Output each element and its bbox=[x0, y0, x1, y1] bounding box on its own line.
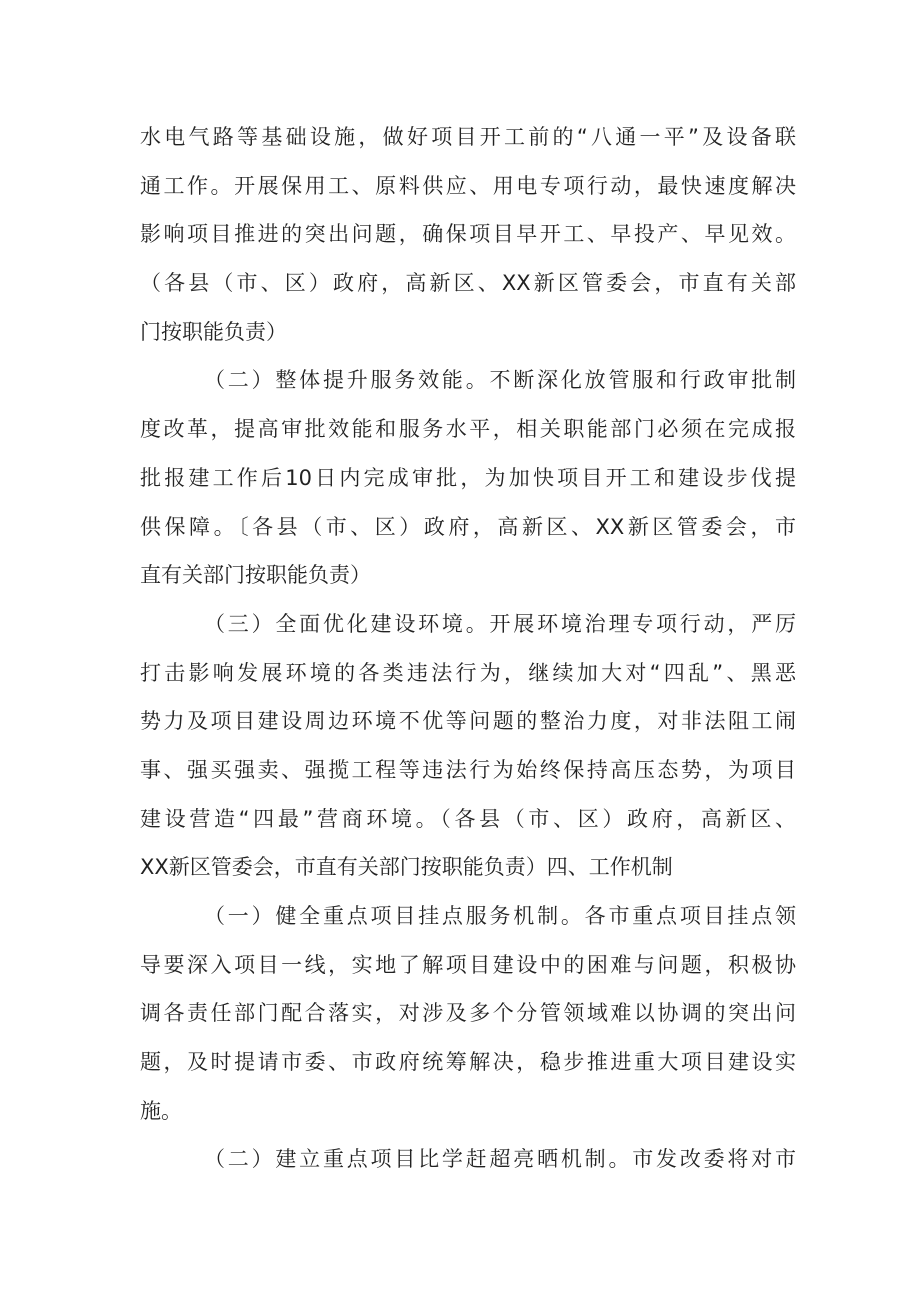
paragraph-3 bbox=[140, 600, 796, 892]
text-line: 题，及时提请市委、市政府统筹解决，稳步推进重大项目建设实 bbox=[140, 1050, 796, 1075]
text-line: （各县（市、区）政府，高新区、XX新区管委会，市直有关部 bbox=[140, 271, 796, 296]
text-line: 通工作。开展保用工、原料供应、用电专项行动，最快速度解决 bbox=[140, 173, 796, 198]
text-line: 建设营造“四最”营商环境。（各县（市、区）政府，高新区、 bbox=[140, 806, 796, 831]
paragraph-4 bbox=[140, 892, 796, 1135]
text-line: （二）建立重点项目比学赶超亮晒机制。市发改委将对市 bbox=[204, 1147, 796, 1172]
text-line: 供保障。〔各县（市、区）政府，高新区、XX新区管委会，市 bbox=[140, 514, 796, 539]
text-line: 事、强买强卖、强揽工程等违法行为始终保持高压态势，为项目 bbox=[140, 757, 796, 782]
text-line: （三）全面优化建设环境。开展环境治理专项行动，严厉 bbox=[204, 611, 796, 636]
text-line: 水电气路等基础设施，做好项目开工前的“八通一平”及设备联 bbox=[140, 125, 796, 149]
paragraph-1 bbox=[140, 113, 796, 356]
text-line: 影响项目推进的突出问题，确保项目早开工、早投产、早见效。 bbox=[140, 222, 796, 247]
text-line: （二）整体提升服务效能。不断深化放管服和行政审批制 bbox=[204, 368, 796, 393]
text-line: 直有关部门按职能负责） bbox=[140, 563, 371, 588]
paragraph-5 bbox=[140, 1135, 796, 1184]
text-line: 势力及项目建设周边环境不优等问题的整治力度，对非法阻工闹 bbox=[140, 709, 796, 734]
text-line: 导要深入项目一线，实地了解项目建设中的困难与问题，积极协 bbox=[140, 952, 796, 977]
text-line: XX新区管委会，市直有关部门按职能负责）四、工作机制 bbox=[140, 855, 673, 880]
text-line: 度改革，提高审批效能和服务水平，相关职能部门必须在完成报 bbox=[140, 417, 796, 442]
text-line: 施。 bbox=[140, 1098, 182, 1123]
text-line: 调各责任部门配合落实，对涉及多个分管领域难以协调的突出问 bbox=[140, 1001, 796, 1026]
text-line: 门按职能负责） bbox=[140, 319, 287, 344]
document-body bbox=[140, 113, 796, 1184]
paragraph-2 bbox=[140, 356, 796, 599]
text-line: （一）健全重点项目挂点服务机制。各市重点项目挂点领 bbox=[204, 904, 796, 928]
text-line: 打击影响发展环境的各类违法行为，继续加大对“四乱”、黑恶 bbox=[140, 660, 796, 685]
text-line: 批报建工作后10日内完成审批，为加快项目开工和建设步伐提 bbox=[140, 465, 796, 490]
